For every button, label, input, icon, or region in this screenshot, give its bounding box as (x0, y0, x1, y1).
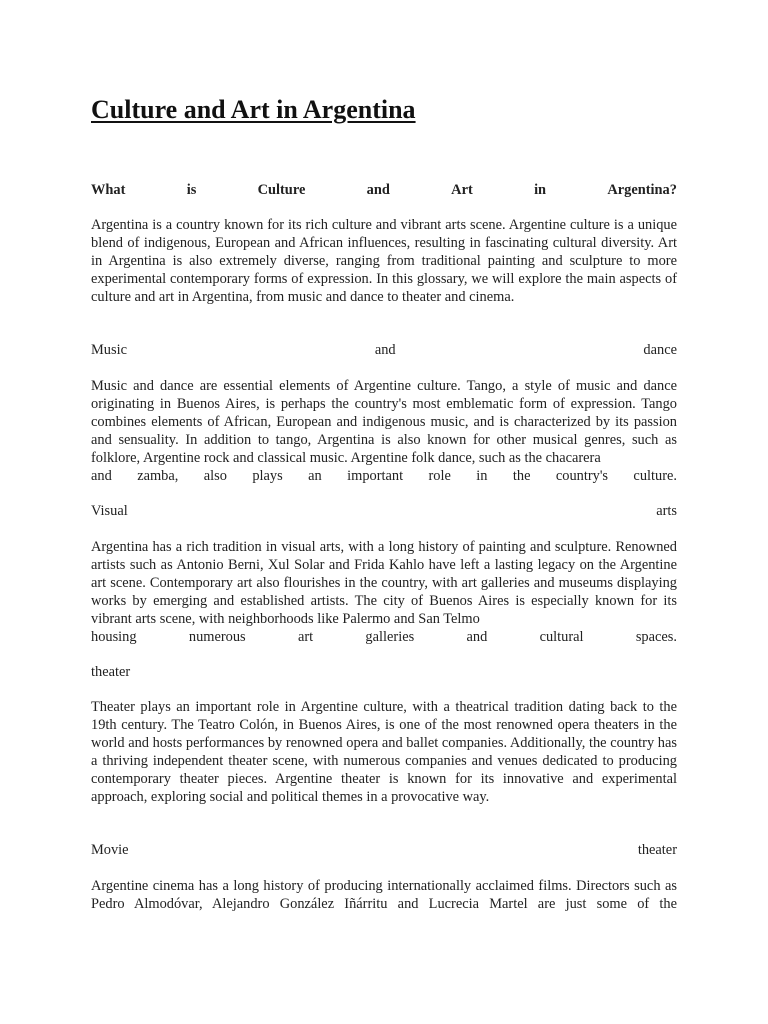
intro-heading-word: Culture (257, 182, 306, 198)
visual-arts-heading (91, 503, 677, 521)
movie-paragraph (91, 878, 677, 914)
visual-arts-paragraph-main: Argentina has a rich tradition in visual arts, with a long history of painting and sculpture. Renowned artists such as Antonio Berni, Xul Solar and Frida Kahlo have left a lasting legacy on the Argentine art scene. Contemporary art also flourishes in the country, with art galleries and museums displaying works by emerging and established artists. The city of Buenos Aires is especially known for its vibrant arts scene, with neighborhoods like Palermo and San Telmo (91, 539, 677, 627)
intro-heading-word: Argentina? (607, 182, 677, 198)
visual-arts-heading-word: Visual (91, 503, 128, 519)
music-heading-word: Music (91, 342, 127, 358)
music-paragraph (91, 378, 677, 485)
movie-heading (91, 842, 677, 860)
visual-arts-heading-word: arts (656, 503, 677, 519)
intro-heading-word: and (366, 182, 390, 198)
movie-heading-word: theater (637, 842, 677, 858)
visual-arts-paragraph-last-line: housing numerous art galleries and cultural spaces. (91, 628, 677, 645)
music-paragraph-main: Music and dance are essential elements of Argentine culture. Tango, a style of music and dance originating in Buenos Aires, is perhaps the country's most emblematic form of expression. Tango combines elements of African, European and indigenous music, and is characterized by its passion and sensuality. In addition to tango, Argentina is also known for other musical genres, such as folklore, Argentine rock and classical music. Argentine folk dance, such as the chacarera (91, 378, 677, 466)
music-heading-word: and (374, 342, 396, 358)
intro-heading-word: Art (451, 182, 473, 198)
intro-heading-word: in (534, 182, 547, 198)
movie-heading-word: Movie (91, 842, 129, 858)
movie-paragraph-text: Argentine cinema has a long history of producing internationally acclaimed films. Directors such as Pedro Almodóvar, Alejandro González Iñárritu and Lucrecia Martel are just some of the (91, 878, 677, 912)
music-heading-word: dance (643, 342, 677, 358)
intro-heading-word: is (186, 182, 197, 198)
music-paragraph-last-line: and zamba, also plays an important role in the country's culture. (91, 467, 677, 484)
document-title: Culture and Art in Argentina (91, 95, 416, 124)
theater-paragraph: Theater plays an important role in Argentine culture, with a theatrical tradition dating back to the 19th century. The Teatro Colón, in Buenos Aires, is one of the most renowned opera theaters in the world and hosts performances by renowned opera and ballet companies. Additionally, the country has a thriving independent theater scene, with numerous companies and venues dedicated to producing contemporary theater pieces. Argentine theater is known for its innovative and experimental approach, exploring social and political themes in a provocative way. (91, 699, 677, 805)
intro-heading-word: What (91, 182, 126, 198)
intro-heading (91, 182, 677, 200)
music-heading (91, 342, 677, 360)
visual-arts-paragraph (91, 539, 677, 646)
theater-heading: theater (91, 664, 131, 680)
intro-paragraph: Argentina is a country known for its rich culture and vibrant arts scene. Argentine culture is a unique blend of indigenous, European and African influences, resulting in fascinating cultural diversity. Art in Argentina is also extremely diverse, ranging from traditional painting and sculpture to more experimental contemporary forms of expression. In this glossary, we will explore the main aspects of culture and art in Argentina, from music and dance to theater and cinema. (91, 217, 677, 305)
